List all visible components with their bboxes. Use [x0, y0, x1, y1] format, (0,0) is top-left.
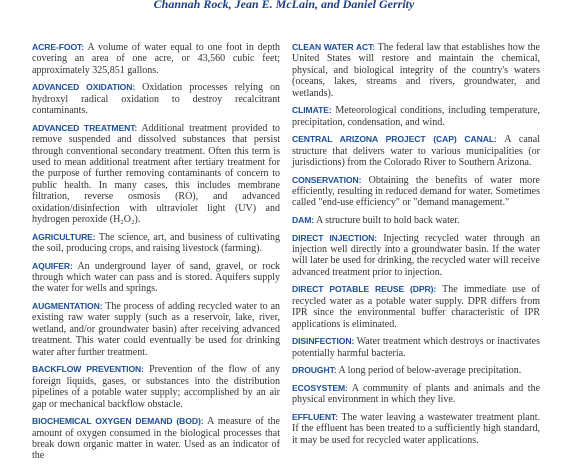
glossary-definition: A structure built to hold back water. — [316, 215, 460, 227]
glossary-definition: The federal law that establishes how the United States will restore and maintain the chemical, physical, and biological integrity of the country's waters (oceans, lakes, streams and rivers, groundwater, and wetlands). — [292, 42, 540, 99]
glossary-term: CENTRAL ARIZONA PROJECT (CAP) CANAL: — [292, 134, 497, 145]
glossary-term: BIOCHEMICAL OXYGEN DEMAND (BOD): — [32, 416, 204, 427]
glossary-term: DISINFECTION: — [292, 336, 355, 347]
glossary-column-right — [292, 42, 540, 452]
glossary-definition: A canal structure that delivers water to various municipalities (or jurisdictions) from the Colorado River to Southern Arizona. — [292, 134, 540, 169]
glossary-entry — [292, 336, 540, 359]
glossary-definition: Prevention of the flow of any foreign liquids, gases, or substances into the distribution pipelines of a potable water supply; accomplished by an air gap or mechanical backflow obstacle. — [32, 364, 280, 410]
glossary-entry — [32, 416, 280, 462]
glossary-definition: A long period of below-average precipitation. — [338, 365, 522, 377]
glossary-definition: The water leaving a wastewater treatment plant. If the effluent has been treated to a sufficiently high standard, it may be used for recycled water applications. — [292, 411, 540, 446]
glossary-term: ACRE-FOOT: — [32, 42, 84, 52]
glossary-entry — [32, 42, 280, 76]
glossary-entry — [292, 365, 540, 376]
glossary-entry — [292, 412, 540, 446]
glossary-entry — [292, 383, 540, 406]
glossary-entry — [292, 215, 540, 226]
glossary-entry — [32, 123, 280, 226]
glossary-definition: Obtaining the benefits of water more efficiently, resulting in reduced demand for water. Sometimes called "end-use efficiency" or "demand management." — [292, 174, 541, 209]
glossary-term: EFFLUENT: — [292, 411, 338, 422]
glossary-term: AGRICULTURE: — [32, 231, 96, 242]
glossary-definition: Meteorological conditions, including temperature, precipitation, condensation, and wind. — [292, 105, 541, 128]
glossary-definition: The process of adding recycled water to an existing raw water supply (such as a reservoir, lake, river, wetland, and/or groundwater basin) after receiving advanced treatment. This water could eventually be used for drinking water after further treatment. — [32, 301, 281, 358]
glossary-entry — [32, 301, 280, 358]
glossary-term: CONSERVATION: — [292, 174, 362, 185]
glossary-term: ADVANCED TREATMENT: — [32, 122, 138, 133]
glossary-definition: Water treatment which destroys or inactivates potentially harmful bacteria. — [292, 336, 540, 359]
glossary-entry — [292, 134, 540, 168]
glossary-entry — [292, 105, 540, 128]
glossary-definition: Oxidation processes relying on hydroxyl radical oxidation to destroy recalcitrant contaminants. — [32, 82, 281, 117]
glossary-definition: A measure of the amount of oxygen consumed in the biological processes that break down organic matter in water. Used as an indicator of the — [32, 416, 280, 462]
glossary-definition: The immediate use of recycled water as a potable water supply. DPR differs from IPR since the environmental buffer characteristic of IPR applications is eliminated. — [292, 284, 540, 330]
glossary-term: DAM: — [292, 215, 315, 226]
glossary-term: AQUIFER: — [32, 260, 73, 271]
glossary-column-left — [32, 42, 280, 468]
glossary-entry — [32, 364, 280, 410]
glossary-term: DROUGHT: — [292, 365, 337, 376]
glossary-definition: An underground layer of sand, gravel, or rock through which water can pass and is stored. Aquifers supply the water for wells and springs. — [32, 260, 281, 295]
glossary-entry — [32, 232, 280, 255]
glossary-definition: Additional treatment provided to remove suspended and dissolved substances that persist through conventional secondary treatment. Often this term is used to mean additional treatment after tertiary treatment for the purpose of further removing contaminants of concern to public health. In many cases, this includes membrane filtration, reverse osmosis (RO), and advanced oxidation/disinfection with ultraviolet light (UV) and hydrogen peroxide (H₂O₂). — [32, 122, 280, 226]
glossary-term: CLEAN WATER ACT: — [292, 42, 376, 52]
glossary-definition: The science, art, and business of cultivating the soil, producing crops, and raising livestock (farming). — [32, 231, 280, 255]
glossary-entry — [292, 284, 540, 330]
glossary-term: ECOSYSTEM: — [292, 382, 348, 393]
glossary-entry — [32, 82, 280, 116]
glossary-entry — [292, 42, 540, 99]
glossary-definition: A community of plants and animals and the physical environment in which they live. — [292, 382, 541, 406]
glossary-term: DIRECT INJECTION: — [292, 232, 378, 243]
glossary-term: CLIMATE: — [292, 105, 332, 116]
glossary-term: ADVANCED OXIDATION: — [32, 82, 136, 93]
glossary-entry — [292, 175, 540, 209]
glossary-definition: Injecting recycled water through an injection well directly into a groundwater basin. If the water will later be used for drinking, the recycled water will receive advanced treatment prior to injection. — [292, 232, 540, 278]
glossary-term: BACKFLOW PREVENTION: — [32, 364, 144, 375]
glossary-entry — [292, 233, 540, 279]
glossary-term: AUGMENTATION: — [32, 301, 103, 312]
glossary-entry — [32, 261, 280, 295]
author-line: Channah Rock, Jean E. McLain, and Daniel Gerrity — [153, 0, 415, 11]
glossary-definition: A volume of water equal to one foot in depth covering an area of one acre, or 43,560 cubic feet; approximately 325,851 gallons. — [32, 42, 280, 76]
glossary-term: DIRECT POTABLE REUSE (DPR): — [292, 284, 437, 295]
